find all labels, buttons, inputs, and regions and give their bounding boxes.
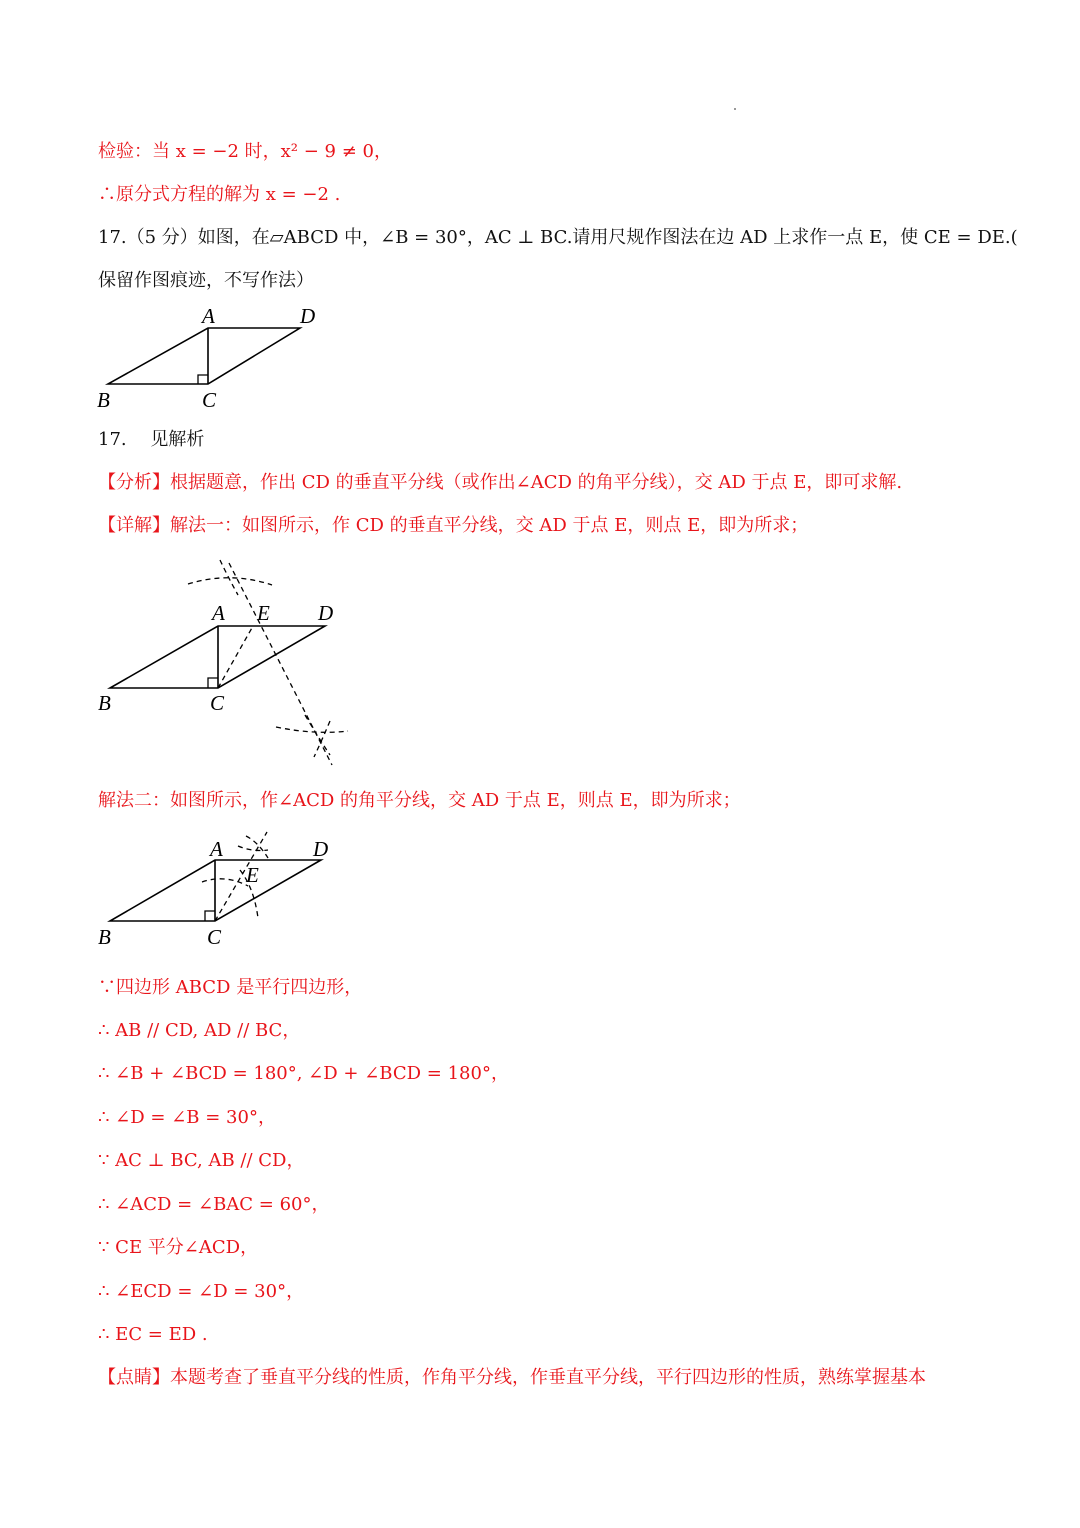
proof-line-7: ∵ CE 平分∠ACD， bbox=[98, 1237, 259, 1258]
fig3-label-E: E bbox=[246, 863, 259, 887]
fig1-label-B: B bbox=[97, 388, 110, 412]
page-dot bbox=[734, 108, 736, 110]
proof-line-6: ∴ ∠ACD = ∠BAC = 60°， bbox=[98, 1194, 330, 1215]
analysis-line: 【分析】根据题意，作出 CD 的垂直平分线（或作出∠ACD 的角平分线），交 AD 于点 E，即可求解. bbox=[98, 472, 903, 493]
fig2-label-C: C bbox=[210, 691, 225, 715]
question-line-2: 保留作图痕迹，不写作法） bbox=[98, 270, 314, 291]
detail-line: 【详解】解法一：如图所示，作 CD 的垂直平分线，交 AD 于点 E，则点 E，即为所求； bbox=[98, 515, 809, 536]
figure-2-perpendicular-bisector bbox=[90, 555, 370, 775]
fig2-label-A: A bbox=[212, 601, 225, 625]
fig3-label-C: C bbox=[207, 925, 222, 949]
proof-line-2: ∴ AB // CD, AD // BC， bbox=[98, 1020, 301, 1041]
fig1-label-C: C bbox=[202, 388, 217, 412]
fig3-label-A: A bbox=[210, 837, 223, 861]
figure-1-parallelogram bbox=[90, 300, 350, 415]
fig2-label-D: D bbox=[318, 601, 334, 625]
fig2-label-B: B bbox=[98, 691, 111, 715]
fig3-label-D: D bbox=[313, 837, 329, 861]
answer-header: 17. 见解析 bbox=[98, 429, 205, 450]
check-line: 检验：当 x = −2 时，x² − 9 ≠ 0， bbox=[98, 141, 392, 162]
fig3-label-B: B bbox=[98, 925, 111, 949]
figure-3-angle-bisector bbox=[90, 830, 350, 955]
proof-line-8: ∴ ∠ECD = ∠D = 30°， bbox=[98, 1281, 305, 1302]
proof-line-3: ∴ ∠B + ∠BCD = 180°, ∠D + ∠BCD = 180°， bbox=[98, 1063, 509, 1084]
fig1-label-A: A bbox=[202, 304, 215, 328]
proof-line-1: ∵四边形 ABCD 是平行四边形， bbox=[98, 977, 363, 998]
fig1-label-D: D bbox=[300, 304, 316, 328]
solution-line: ∴原分式方程的解为 x = −2 . bbox=[98, 184, 341, 205]
method-2-line: 解法二：如图所示，作∠ACD 的角平分线，交 AD 于点 E，则点 E，即为所求； bbox=[98, 790, 741, 811]
question-line-1: 17.（5 分）如图，在▱ABCD 中，∠B = 30°，AC ⊥ BC.请用尺规作图法在边 AD 上求作一点 E，使 CE = DE.( bbox=[98, 227, 1018, 248]
proof-line-5: ∵ AC ⊥ BC, AB // CD， bbox=[98, 1150, 305, 1171]
proof-line-4: ∴ ∠D = ∠B = 30°， bbox=[98, 1107, 276, 1128]
comment-line: 【点睛】本题考查了垂直平分线的性质，作角平分线，作垂直平分线，平行四边形的性质，熟练掌握基本 bbox=[98, 1367, 926, 1388]
fig2-label-E: E bbox=[257, 601, 270, 625]
proof-line-9: ∴ EC = ED . bbox=[98, 1324, 208, 1345]
